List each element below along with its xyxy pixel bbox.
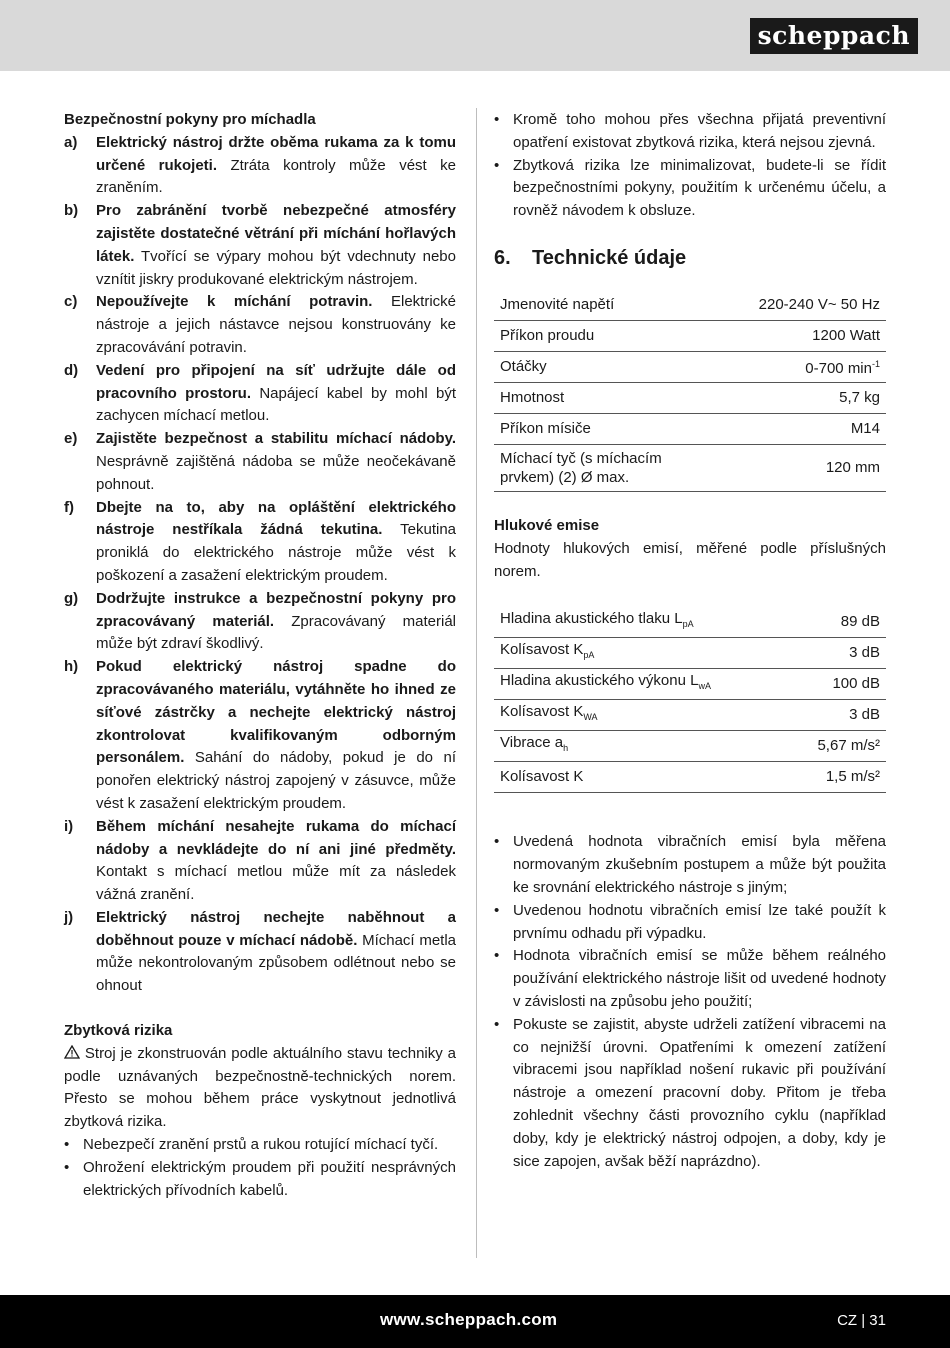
noise-value: 1,5 m/s² [788,762,886,793]
safety-item-detail: Sahání do nádoby, pokud je do ní ponořen elektrický nástroj zapojený v zásuvce, může vést k zasažení elektrickým proudem. [96,749,456,812]
bullet-item [64,1134,456,1157]
bullet-text: Kromě toho mohou přes všechna přijatá preventivní opatření existovat zbytková rizika, která nejsou zjevná. [513,111,886,151]
section-title: Technické údaje [532,246,687,269]
safety-item-text [96,200,456,291]
warning-icon [64,1045,80,1059]
safety-item-bold: Během míchání nesahejte rukama do míchací nádoby a nevkládejte do ní ani jiné předměty. [96,817,456,858]
bullet-item [494,155,886,223]
noise-label-sub: pA [682,619,694,630]
safety-item [64,200,456,291]
noise-value: 3 dB [788,638,886,669]
noise-label-sub: wA [698,681,711,692]
safety-item-text [96,656,456,816]
tech-spec-value-text: M14 [850,419,880,437]
safety-item-bold: Elektrický nástroj držte oběma rukama za k tomu určené rukojeti. [96,133,456,174]
safety-item-detail: Nesprávně zajištěná nádoba se může neočekávaně pohnout. [96,452,456,493]
safety-item-bold: Pro zabránění tvorbě nebezpečné atmosféry zajistěte dostatečné větrání při míchání hořlavých látek. [96,202,456,265]
bullet-icon: • [64,1136,70,1154]
noise-label-text: Kolísavost K [500,767,584,785]
tech-spec-value [753,351,886,382]
bullet-text: Uvedenou hodnotu vibračních emisí lze také použít k prvnímu odhadu při výpadku. [513,901,886,942]
tech-spec-label: Otáčky [494,351,753,382]
safety-item-detail: Míchací metla může nekontrolovaným způsobem odlétnout nebo se ohnout [96,931,456,995]
residual-risks-list [64,1134,456,1202]
safety-item-bold: Dbejte na to, aby na opláštění elektrického nástroje nestříkala žádná tekutina. [96,498,456,539]
website-url[interactable]: www.scheppach.com [380,1310,558,1329]
bullet-icon: • [494,156,500,174]
safety-item [64,360,456,428]
safety-item-label: f) [64,498,74,516]
noise-label [494,762,788,793]
safety-item-bold: Vedení pro připojení na síť udržujte dále od pracovního prostoru. [96,361,456,402]
noise-label [494,700,788,731]
tech-spec-value-text: 5,7 kg [839,388,880,406]
noise-row [494,669,886,700]
left-column [64,109,456,1202]
noise-emissions-text: Hodnoty hlukových emisí, měřené podle příslušných norem. [494,539,886,580]
bullet-item [494,831,886,899]
safety-item-label: e) [64,430,78,448]
noise-label-text: Vibrace a [500,734,564,752]
noise-label-sub: WA [583,712,598,723]
right-column [494,109,886,1173]
bullet-text: Uvedená hodnota vibračních emisí byla měřena normovaným zkušebním postupem a může být použita ke srovnání elektrického nástroje s jiným; [513,833,886,896]
safety-item-text [96,360,456,428]
noise-row [494,700,886,731]
bullet-icon: • [494,833,500,851]
mixer-safety-title: Bezpečnostní pokyny pro míchadla [64,111,316,128]
noise-label [494,607,788,638]
residual-risks-list-continued [494,109,886,223]
noise-row [494,762,886,793]
safety-item-bold: Elektrický nástroj nechejte naběhnout a doběhnout pouze v míchací nádobě. [96,908,456,949]
bullet-icon: • [494,1015,500,1033]
safety-item-label: i) [64,817,74,835]
safety-item [64,428,456,496]
residual-risks-text: Stroj je zkonstruován podle aktuálního stavu techniky a podle uznávaných bezpečnostně-technických norem. Přesto se mohou během práce vyskytnout jednotlivá zbytková rizika. [64,1044,456,1131]
safety-item [64,132,456,200]
tech-spec-value [753,413,886,444]
safety-item-label: b) [64,202,79,220]
tech-spec-value [753,444,886,491]
safety-item [64,816,456,907]
tech-spec-label: Příkon mísiče [494,413,753,444]
safety-item-label: c) [64,293,78,311]
noise-label-text: Hladina akustického tlaku L [500,610,683,628]
noise-label-text: Hladina akustického výkonu L [500,672,699,690]
safety-item [64,497,456,588]
safety-item-text [96,132,456,200]
safety-item [64,588,456,656]
column-divider [476,108,477,1258]
tech-spec-label: Příkon proudu [494,320,753,351]
tech-spec-value-sup: -1 [871,359,880,370]
tech-spec-row [494,382,886,413]
safety-item [64,656,456,816]
tech-spec-row [494,444,886,491]
tech-spec-label: Hmotnost [494,382,753,413]
noise-emissions-title: Hlukové emise [494,516,600,534]
noise-label [494,638,788,669]
noise-value: 89 dB [788,607,886,638]
safety-item [64,291,456,359]
noise-value: 5,67 m/s² [788,731,886,762]
safety-item-label: d) [64,361,79,379]
tech-spec-row [494,290,886,321]
residual-risks-title: Zbytková rizika [64,1022,173,1040]
safety-item-text [96,497,456,588]
tech-specs-table [494,290,886,492]
safety-item-text [96,428,456,496]
noise-label-text: Kolísavost K [500,641,584,659]
safety-item-text [96,291,456,359]
vibration-notes-list [494,831,886,1173]
safety-item-bold: Nepoužívejte k míchání potravin. [96,293,373,311]
bullet-item [494,1014,886,1174]
bullet-icon: • [494,901,500,919]
noise-label-text: Kolísavost K [500,703,584,721]
tech-spec-value [753,290,886,321]
header-bar [0,0,950,71]
section-heading [494,244,886,272]
bullet-item [494,945,886,1013]
safety-item-detail: Elektrické nástroje a jejich nástavce nejsou konstruovány ke zpracovávání potravin. [96,293,456,356]
safety-item-detail: Tvořící se výpary mohou být vdechnuty nebo vznítit jiskry produkované elektrickým nástrojem. [96,247,456,288]
safety-item-detail: Ztráta kontroly může vést ke zraněním. [96,156,457,197]
tech-spec-value [753,382,886,413]
noise-label [494,669,788,700]
safety-item-bold: Pokud elektrický nástroj spadne do zpracovávaného materiálu, vytáhněte ho ihned ze síťové zástrčky a nechejte elektrický nástroj zkontrolovat kvalifikovaným odborným personálem. [96,658,456,767]
safety-item-bold: Dodržujte instrukce a bezpečnostní pokyny pro zpracovávaný materiál. [96,589,456,630]
bullet-item [494,900,886,946]
tech-spec-value-text: 120 mm [825,458,880,476]
safety-item-text [96,588,456,656]
section-number: 6. [494,246,511,269]
safety-item-bold: Zajistěte bezpečnost a stabilitu míchací nádoby. [96,430,456,448]
tech-spec-value [753,320,886,351]
safety-item-label: h) [64,658,79,676]
safety-item-label: j) [64,908,74,926]
bullet-icon: • [494,111,500,128]
bullet-text: Pokuste se zajistit, abyste udrželi zatížení vibracemi na co nejnižší úrovni. Opatřeními k omezení zatížení vibracemi jsou například nošení rukavic při používání nástroje a omezení pracovní doby. Přitom je třeba zohlednit všechny části provozního cyklu (například doby, kdy je elektrický nástroj odpojen, a doby, kdy je sice zapojen, avšak běží naprázdno). [513,1015,886,1170]
tech-spec-value-text: 1200 Watt [812,326,880,344]
bullet-text: Nebezpečí zranění prstů a rukou rotující míchací tyčí. [83,1136,439,1154]
safety-item-detail: Napájecí kabel by mohl být zachycen míchací metlou. [96,384,457,425]
bullet-text: Zbytková rizika lze minimalizovat, budete-li se řídit bezpečnostními pokyny, použitím k určenému účelu, a rovněž návodem k obsluze. [513,156,886,220]
noise-row [494,607,886,638]
bullet-item [64,1157,456,1203]
noise-label-sub: h [563,743,569,754]
noise-label [494,731,788,762]
noise-row [494,731,886,762]
tech-spec-label: Jmenovité napětí [494,290,753,321]
noise-value: 3 dB [788,700,886,731]
tech-spec-value-text: 220-240 V~ 50 Hz [758,295,880,313]
bullet-icon: • [64,1158,70,1176]
safety-item-text [96,907,456,998]
page-number: CZ | 31 [837,1312,886,1329]
bullet-text: Hodnota vibračních emisí se může během reálného používání elektrického nástroje lišit od uvedené hodnoty v závislosti na způsobu jeho použití; [513,947,886,1010]
safety-item-detail: Kontakt s míchací metlou může mít za následek vážná zranění. [96,863,456,904]
bullet-icon: • [494,947,500,965]
safety-item-text [96,816,456,907]
noise-value: 100 dB [788,669,886,700]
safety-item [64,907,456,998]
noise-row [494,638,886,669]
bullet-text: Ohrožení elektrickým proudem při použití nesprávných elektrických přívodních kabelů. [83,1158,456,1199]
noise-label-sub: pA [583,650,595,661]
scheppach-logo: scheppach [750,18,918,54]
tech-spec-row [494,351,886,382]
safety-item-label: g) [64,589,79,607]
tech-spec-row [494,320,886,351]
tech-spec-row [494,413,886,444]
tech-spec-label: Míchací tyč (s míchacím prvkem) (2) Ø max. [494,444,753,491]
footer-bar [0,1295,950,1348]
safety-list [64,132,456,998]
safety-item-detail: Tekutina proniklá do elektrického nástroje může vést k poškození a zasažení elektrickým proudem. [96,521,457,584]
noise-values-table [494,607,886,793]
safety-item-detail: Zpracovávaný materiál může být zdraví škodlivý. [96,612,456,653]
safety-item-label: a) [64,133,78,151]
bullet-item [494,109,886,155]
tech-spec-value-text: 0-700 min [805,360,872,378]
